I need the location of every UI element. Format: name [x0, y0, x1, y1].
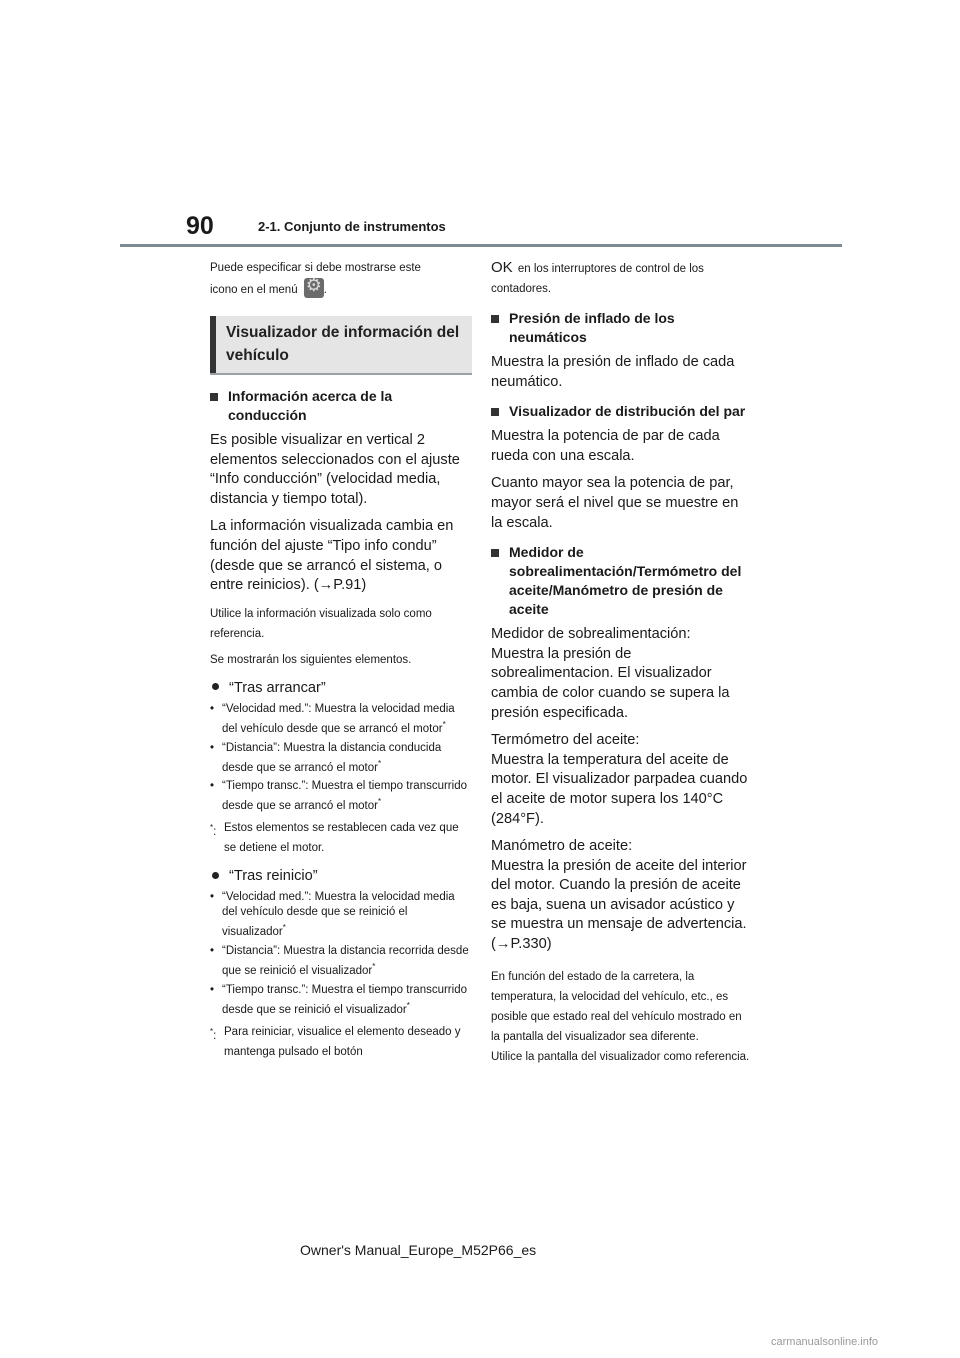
continuation-text-body: en los interruptores de control de los contadores.: [491, 263, 704, 295]
right-column: [491, 258, 753, 1073]
intro-line-1: Puede especificar si debe mostrarse este: [210, 262, 421, 274]
subhead-tire-pressure: [491, 309, 753, 347]
square-bullet-icon: [491, 549, 499, 557]
paragraph-2: La información visualizada cambia en función del ajuste “Tipo info condu” (desde que se arrancó el sistema, o entre reinicios). (→P.91): [210, 518, 454, 594]
list-item: • “Distancia”: Muestra la distancia recorrida desde que se reinició el visualizador*: [210, 945, 469, 977]
list-item-text: “Tiempo transc.”: Muestra el tiempo transcurrido desde que se arrancó el motor: [222, 780, 467, 813]
bullet-dot-icon: [212, 872, 219, 879]
subhead-tire-pressure-text: Presión de inflado de los neumáticos: [509, 310, 675, 345]
manual-footer: Owner's Manual_Europe_M52P66_es: [300, 1242, 537, 1258]
note-1: Utilice la información visualizada solo como referencia.: [210, 607, 432, 640]
tire-pressure-text: Muestra la presión de inflado de cada neumático.: [491, 354, 735, 390]
note-reference: Utilice la pantalla del visualizador como referencia.: [491, 1050, 750, 1063]
header-rule: [120, 244, 842, 247]
subhead-boost-gauges-text: Medidor de sobrealimentación/Termómetro del aceite/Manómetro de presión de aceite: [509, 544, 742, 618]
note-road-conditions: En función del estado de la carretera, la temperatura, la velocidad del vehículo, etc., es posible que estado real del vehículo mostrado en la pantalla del visualizador sea diferente.: [491, 970, 742, 1043]
section-heading: Visualizador de información del vehículo: [210, 316, 472, 373]
subhead-torque-distribution-text: Visualizador de distribución del par: [509, 403, 746, 420]
list-item-text: “Distancia”: Muestra la distancia conducida desde que se arrancó el motor: [222, 741, 442, 774]
square-bullet-icon: [210, 393, 218, 401]
oil-pressure-text: [491, 837, 753, 955]
list-item-text: “Tiempo transc.”: Muestra el tiempo transcurrido desde que se reinició el visualizador: [222, 983, 467, 1016]
footnote-text: Estos elementos se restablecen cada vez que se detiene el motor.: [224, 822, 459, 855]
gear-icon: [304, 278, 324, 298]
torque-text-1: Muestra la potencia de par de cada rueda con una escala.: [491, 428, 720, 464]
intro-end: .: [323, 284, 327, 296]
list-item: • “Velocidad med.”: Muestra la velocidad media del vehículo desde que se reinició el visualizador*: [210, 891, 455, 939]
subhead-driving-info: [210, 387, 472, 425]
bullet-after-start: [210, 678, 472, 698]
oil-temp-desc: Muestra la temperatura del aceite de motor. El visualizador parpadea cuando el aceite de motor supera los 140°C (284°F).: [491, 751, 748, 827]
left-column: [210, 258, 472, 1066]
ok-button-icon: OK: [491, 259, 513, 276]
intro-text: [210, 258, 472, 300]
note-2: Se mostrarán los siguientes elementos.: [210, 653, 412, 666]
list-item: • “Distancia”: Muestra la distancia conducida desde que se arrancó el motor*: [210, 741, 442, 774]
oil-temp-title: Termómetro del aceite:: [491, 732, 640, 749]
section-title: 2-1. Conjunto de instrumentos: [258, 219, 446, 234]
oil-pressure-desc: Muestra la presión de aceite del interior del motor. Cuando la presión de aceite es baja, suena un avisador acústico y se muestra un mensaje de advertencia. (→P.330): [491, 857, 747, 953]
list-item: • “Tiempo transc.”: Muestra el tiempo transcurrido desde que se reinició el visualizador*: [210, 983, 467, 1016]
footnote: *: Para reiniciar, visualice el elemento deseado y mantenga pulsado el botón: [210, 1022, 472, 1062]
bullet-after-start-text: “Tras arrancar”: [229, 679, 326, 696]
subhead-driving-info-text: Información acerca de la conducción: [228, 388, 393, 423]
oil-temp-text: [491, 731, 753, 829]
oil-pressure-title: Manómetro de aceite:: [491, 838, 633, 855]
bullet-dot-icon: [212, 683, 219, 690]
list-item-text: “Velocidad med.”: Muestra la velocidad media del vehículo desde que se arrancó el motor: [222, 702, 455, 735]
footnote-text: Para reiniciar, visualice el elemento deseado y mantenga pulsado el botón: [224, 1025, 461, 1058]
subhead-torque-distribution: [491, 402, 753, 421]
bullet-after-reset-text: “Tras reinicio”: [229, 868, 318, 885]
torque-text-2: Cuanto mayor sea la potencia de par, mayor será el nivel que se muestre en la escala.: [491, 475, 739, 531]
boost-gauge-title: Medidor de sobrealimentación:: [491, 626, 691, 643]
boost-gauge-text: [491, 625, 753, 723]
watermark: carmanualsonline.info: [771, 1336, 879, 1348]
footnote: *: Estos elementos se restablecen cada vez que se detiene el motor.: [210, 818, 472, 858]
bullet-after-reset: [210, 866, 472, 886]
boost-gauge-desc: Muestra la presión de sobrealimentacion. El visualizador cambia de color cuando se supera la presión especificada.: [491, 645, 730, 721]
list-item-text: “Distancia”: Muestra la distancia recorrida desde que se reinició el visualizador: [222, 945, 469, 977]
subhead-boost-gauges: [491, 543, 753, 619]
square-bullet-icon: [491, 408, 499, 416]
list-item: • “Tiempo transc.”: Muestra el tiempo transcurrido desde que se arrancó el motor*: [210, 780, 467, 813]
square-bullet-icon: [491, 315, 499, 323]
continuation-text: [491, 258, 753, 299]
list-item-text: “Velocidad med.”: Muestra la velocidad media del vehículo desde que se reinició el visualizador: [222, 891, 455, 939]
intro-line-2: icono en el menú: [210, 284, 298, 296]
list-item: • “Velocidad med.”: Muestra la velocidad media del vehículo desde que se arrancó el motor*: [210, 702, 455, 735]
page-number: 90: [186, 212, 214, 240]
paragraph-1: Es posible visualizar en vertical 2 elementos seleccionados con el ajuste “Info conducción” (velocidad media, distancia y tiempo total).: [210, 432, 460, 507]
